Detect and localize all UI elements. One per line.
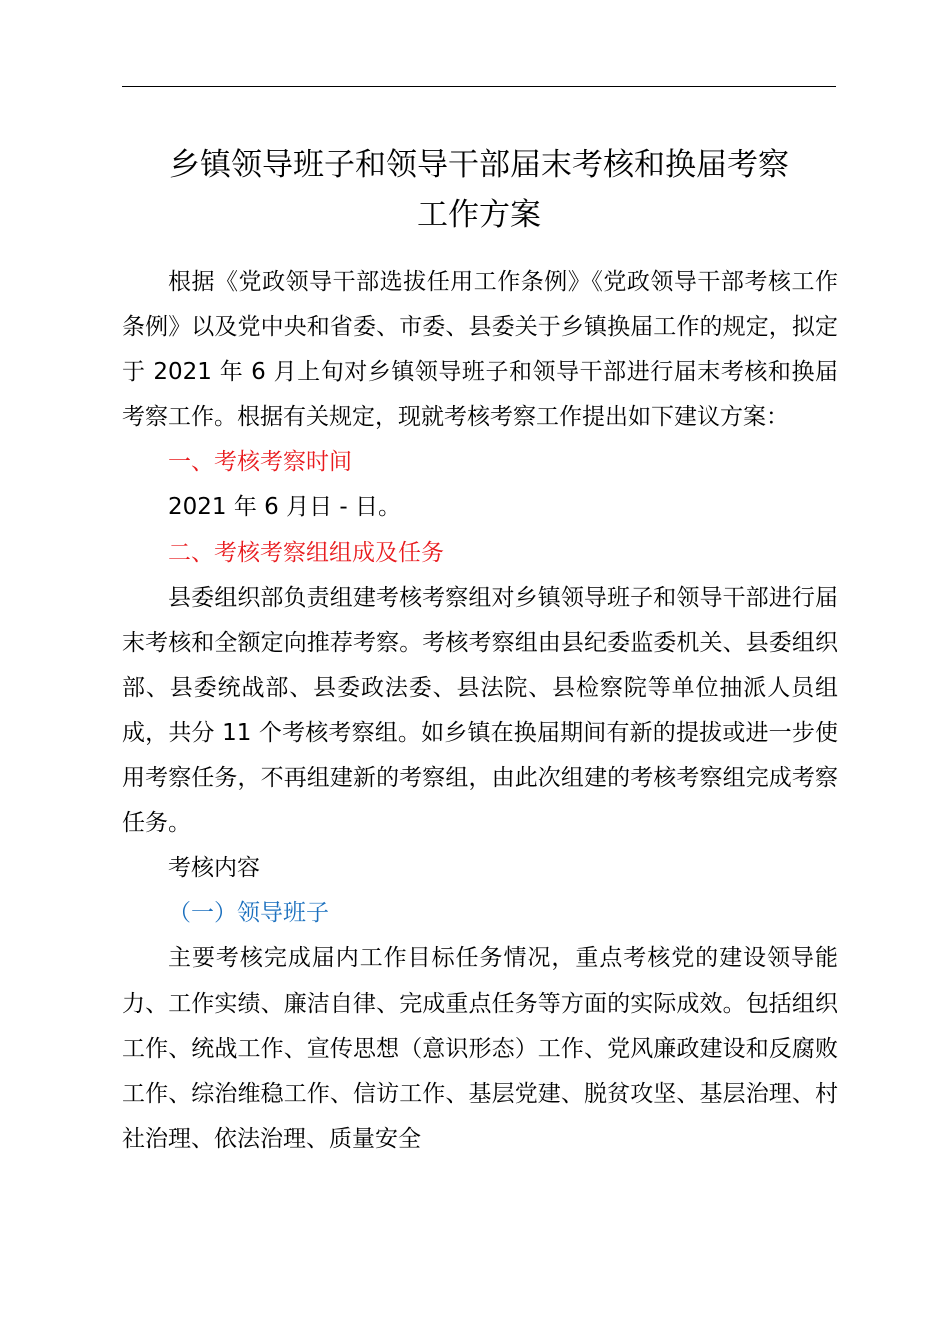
subsection-heading-leadership: （一）领导班子 bbox=[168, 900, 329, 927]
title-line-2: 工作方案 bbox=[417, 197, 541, 233]
section-groups-text: 县委组织部负责组建考核考察组对乡镇领导班子和领导干部进行届末考核和全额定向推荐考察。考核考察组由县纪委监委机关、县委组织部、县委统战部、县委政法委、县法院、县检察院等单位抽派人员组成，共分 11 个考核考察组。如乡镇在换届期间有新的提拔或进一步使用考察任务，不再组建新的考察组，由此次组建的考核考察组完成考察任务。 bbox=[122, 584, 838, 837]
section-time-text: 2021 年 6 月日 - 日。 bbox=[168, 494, 402, 521]
header-rule bbox=[122, 86, 836, 87]
document-title bbox=[122, 140, 836, 240]
title-line-1: 乡镇领导班子和领导干部届末考核和换届考察 bbox=[169, 147, 789, 183]
section-heading-groups: 二、考核考察组组成及任务 bbox=[168, 539, 444, 566]
section-heading-time: 一、考核考察时间 bbox=[168, 449, 352, 476]
subsection-leadership-text: 主要考核完成届内工作目标任务情况，重点考核党的建设领导能力、工作实绩、廉洁自律、完成重点任务等方面的实际成效。包括组织工作、统战工作、宣传思想（意识形态）工作、党风廉政建设和反腐败工作、综治维稳工作、信访工作、基层党建、脱贫攻坚、基层治理、村社治理、依法治理、质量安全 bbox=[122, 945, 838, 1152]
document-body bbox=[122, 260, 838, 1162]
section-label-content: 考核内容 bbox=[168, 855, 260, 882]
intro-paragraph: 根据《党政领导干部选拔任用工作条例》《党政领导干部考核工作条例》以及党中央和省委、市委、县委关于乡镇换届工作的规定，拟定于 2021 年 6 月上旬对乡镇领导班子和领导干部进行届末考核和换届考察工作。根据有关规定，现就考核考察工作提出如下建议方案： bbox=[122, 269, 838, 431]
